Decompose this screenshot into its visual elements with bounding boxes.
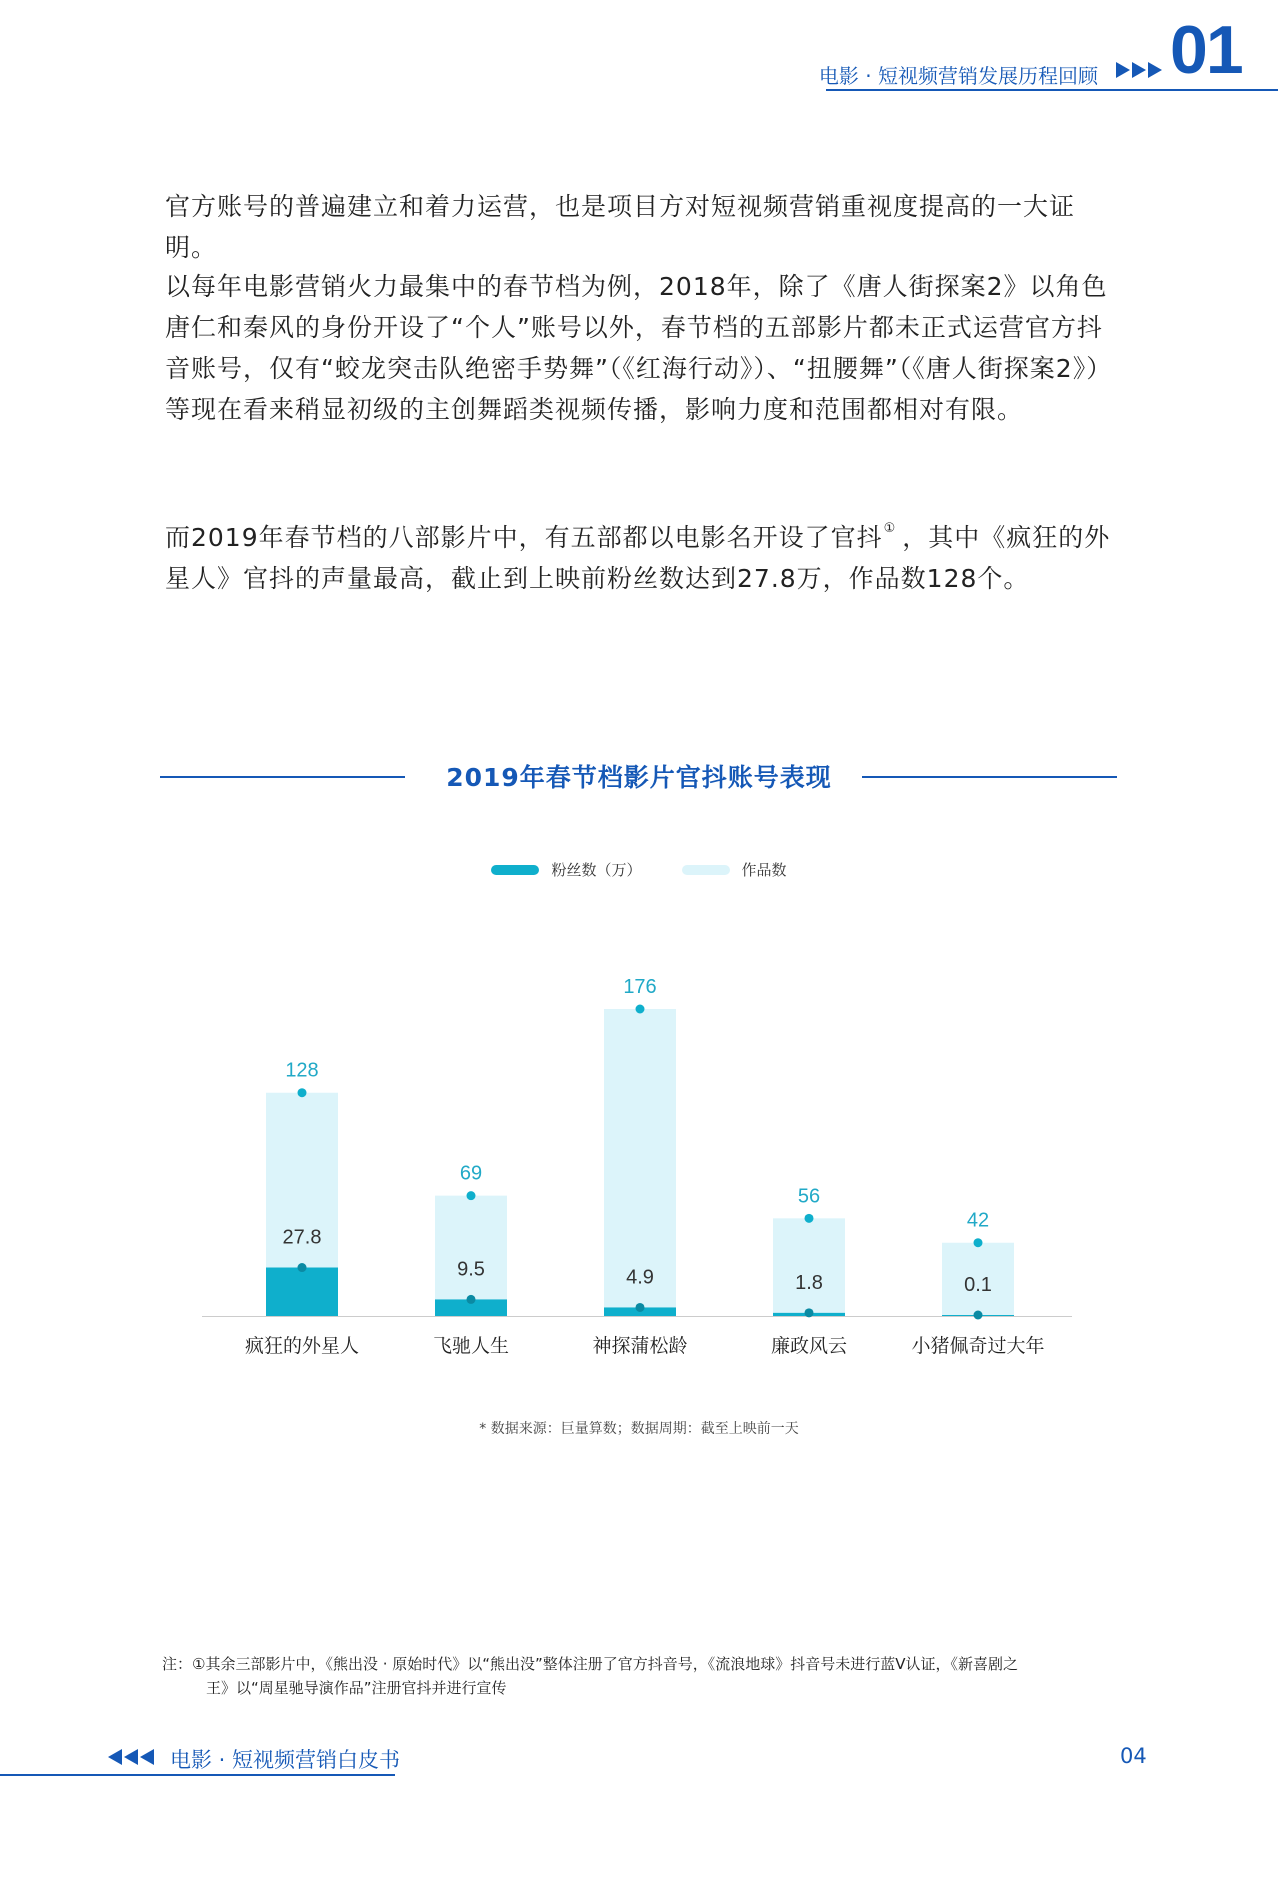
chart-title: 2019年春节档影片官抖账号表现 xyxy=(446,763,832,792)
bar-fans xyxy=(266,1268,338,1316)
dot-fans xyxy=(974,1311,983,1320)
data-label-fans: 4.9 xyxy=(626,1266,654,1289)
x-tick-label: 小猪佩奇过大年 xyxy=(911,1335,1045,1357)
paragraph-3-part-2: ，其中《疯狂的外星人》官抖的声量最高，截止到上映前粉丝数达到27.8万，作品数128个。 xyxy=(165,523,1111,593)
data-label-works: 128 xyxy=(285,1059,319,1082)
legend-label-works: 作品数 xyxy=(741,861,787,879)
dot-fans xyxy=(467,1295,476,1304)
data-label-works: 176 xyxy=(623,976,657,998)
data-label-fans: 0.1 xyxy=(964,1274,992,1296)
footnote-ref[interactable]: ① xyxy=(883,521,897,536)
dot-fans xyxy=(636,1303,645,1312)
data-label-fans: 9.5 xyxy=(457,1258,485,1281)
dot-fans xyxy=(298,1263,307,1272)
bar-works xyxy=(773,1218,845,1316)
x-tick-label: 疯狂的外星人 xyxy=(244,1335,360,1357)
paragraph-2: 以每年电影营销火力最集中的春节档为例，2018年，除了《唐人街探案2》以角色唐仁和秦风的身份开设了“个人”账号以外，春节档的五部影片都未正式运营官方抖音账号，仅有“蛟龙突击队绝密手势舞”（《红海行动》）、“扭腰舞”（《唐人街探案2》）等现在看来稍显初级的主创舞蹈类视频传播，影响力度和范围都相对有限。 xyxy=(165,272,1113,424)
dot-works xyxy=(974,1238,983,1247)
dot-works xyxy=(298,1088,307,1097)
data-label-works: 42 xyxy=(966,1209,990,1232)
page-number: 04 xyxy=(1120,1744,1147,1768)
paragraph-3-part-1: 而2019年春节档的八部影片中，有五部都以电影名开设了官抖 xyxy=(165,523,883,552)
x-tick-label: 廉政风云 xyxy=(770,1335,848,1357)
footer-divider xyxy=(0,1774,395,1776)
x-tick-label: 神探蒲松龄 xyxy=(592,1335,688,1357)
data-label-works: 69 xyxy=(459,1162,483,1185)
legend-label-fans: 粉丝数（万） xyxy=(551,861,642,879)
footer-arrows-icon xyxy=(108,1749,156,1765)
dot-works xyxy=(467,1191,476,1200)
footnote-line-2: 王》以“周星驰导演作品”注册官抖并进行宣传 xyxy=(206,1679,507,1697)
footnote-line-1: 注：①其余三部影片中，《熊出没 · 原始时代》以“熊出没”整体注册了官方抖音号，《流浪地球》抖音号未进行蓝V认证，《新喜剧之 xyxy=(162,1655,1019,1673)
paragraph-1: 官方账号的普遍建立和着力运营，也是项目方对短视频营销重视度提高的一大证明。 xyxy=(165,192,1076,262)
data-label-works: 56 xyxy=(797,1185,821,1208)
data-label-fans: 1.8 xyxy=(795,1271,823,1294)
chart-source-note: * 数据来源：巨量算数；数据周期：截至上映前一天 xyxy=(479,1421,799,1437)
dot-works xyxy=(805,1214,814,1223)
data-label-fans: 27.8 xyxy=(282,1226,322,1249)
footer-title: 电影 · 短视频营销白皮书 xyxy=(170,1748,401,1772)
x-tick-label: 飞驰人生 xyxy=(432,1335,510,1357)
footnote xyxy=(162,1652,1122,1700)
chapter-number: 01 xyxy=(1170,12,1242,88)
dot-works xyxy=(636,1005,645,1014)
dot-fans xyxy=(805,1308,814,1317)
header-title: 电影 · 短视频营销发展历程回顾 xyxy=(818,64,1098,88)
